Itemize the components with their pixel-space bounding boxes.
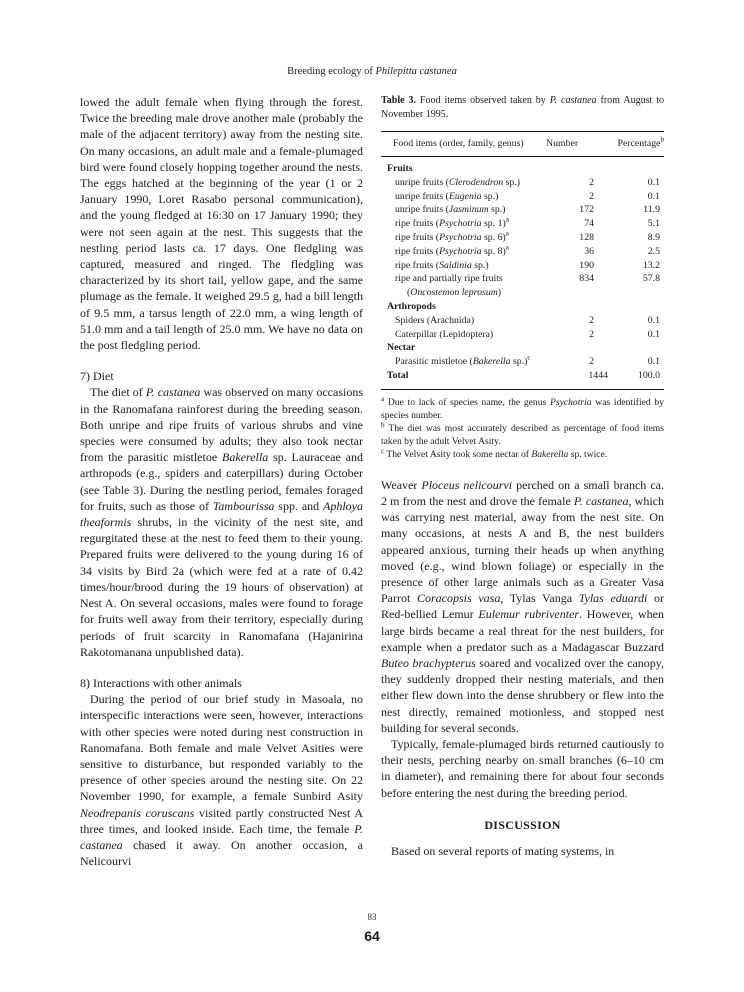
footnote-a: $^a$ Due to lack of species name, the genus Psychotria was identified by species number.	[381, 394, 664, 421]
running-head-prefix: Breeding ecology of	[287, 66, 376, 77]
header-food-items: Food items (order, family, genus)	[381, 132, 546, 157]
discussion-heading: DISCUSSION	[484, 817, 561, 832]
table-row: ripe fruits (Psychotria sp. 6)$^a$ 128 8.9	[395, 229, 660, 243]
returning-paragraph: Typically, female-plumaged birds returned cautiously to their nests, perching nearby on small branches (6–10 cm in diameter), and remaining there for about four seconds before entering the nest during the breeding period.	[381, 737, 664, 800]
table-row: Fruits	[387, 163, 413, 174]
right-column	[381, 94, 664, 859]
table-row: unripe fruits (Jasminum sp.) 172 11.9	[395, 204, 660, 216]
footnote-b: $^b$ The diet was most accurately described as percentage of food items taken by the adult Velvet Asity.	[381, 420, 664, 447]
table-row: Nectar	[387, 342, 416, 354]
running-head-species: Philepitta castanea	[375, 66, 457, 77]
table-row: (Oncostemon leprosum)	[407, 287, 502, 299]
left-column	[80, 94, 363, 869]
page-number: 83	[367, 912, 377, 922]
discussion-paragraph: Based on several reports of mating systems, in	[391, 843, 615, 858]
header-percentage: Percentage$^b$	[608, 132, 664, 157]
table-row: ripe and partially ripe fruits 834 57.8	[395, 273, 660, 285]
food-items-table	[381, 131, 664, 390]
table-caption: Table 3. Food items observed taken by P. castanea from August to November 1995.	[381, 95, 664, 120]
interactions-heading: 8) Interactions with other animals	[80, 675, 242, 690]
table-row: Arthropods	[387, 300, 436, 312]
table-row: Spiders (Arachnida) 2 0.1	[395, 314, 660, 326]
table-footnotes	[381, 396, 664, 461]
table-total-row: Total 1444 100.0	[381, 369, 664, 389]
diet-paragraph: The diet of P. castanea was observed on many occasions in the Ranomafana rainforest during the breeding season. Both unripe and ripe fruits of various shrubs and vine species were consumed by adults; they also took nectar from the parasitic mistletoe Bakerella sp. Lauraceae and arthropods (e.g., spiders and caterpillars) during October (see Table 3). During the nestling period, females foraged for fruits, such as those of Tambourissa spp. and Aphloya theaformis shrubs, in the vicinity of the nest site, and regurgitated these at the nest to feed them to their young. Prepared fruits were delivered to the young during 16 of 34 visits by Bird 2a (which were fed at a rate of 0.42 times/hour/brood during the 19 hours of observation) at Nest A. On several occasions, males were found to forage for fruits well away from their territory, especially during periods of fruit scarcity in Ranomafana (Hajanirina Rakotomanana unpublished data).	[80, 385, 364, 659]
table-row: ripe fruits (Psychotria sp. 1)$^a$ 74 5.1	[395, 215, 660, 230]
table-row: unripe fruits (Eugenia sp.) 2 0.1	[395, 190, 660, 202]
table-row: ripe fruits (Psychotria sp. 8)$^a$ 36 2.5	[395, 243, 660, 257]
table-row: Caterpillar (Lepidoptera) 2 0.1	[395, 328, 660, 340]
fledgling-paragraph: lowed the adult female when flying through the forest. Twice the breeding male drove another male (probably the male of the adjacent territory) away from the nesting site. On many occasions, an adult male and a female-plumaged bird were found closely hopping together around the nests. The eggs hatched at the beginning of the year (1 or 2 January 1990, Loret Rasabo personal communication), and the young fledged at 16:30 on 17 January 1990; they were not seen again at the nest. This suggests that the nestling period lasts ca. 17 days. One fledgling was captured, measured and ringed. The fledgling was characterized by its short tail, yellow gape, and the same plumage as the female. It weighed 29.5 g, had a bill length of 9.5 mm, a tarsus length of 22.0 mm, a wing length of 51.0 mm and a tail length of 25.0 mm. We have no data on the post fledgling period.	[80, 95, 363, 353]
interactions-paragraph: During the period of our brief study in Masoala, no interspecific interactions were seen, however, interactions with other species were noted during nest construction in Ranomafana. Both female and male Velvet Asities were sensitive to disturbance, but responded variably to the presence of other species around the nesting site. On 22 November 1990, for example, a female Sunbird Asity Neodrepanis coruscans visited partly constructed Nest A three times, and looked inside. Each time, the female P. castanea chased it away. On another occasion, a Nelicourvi	[80, 692, 364, 869]
table-row: ripe fruits (Saldinia sp.) 190 13.2	[395, 259, 660, 271]
table-header-row	[381, 132, 664, 157]
table-row: unripe fruits (Clerodendron sp.) 2 0.1	[395, 176, 660, 188]
header-number: Number	[546, 132, 608, 157]
diet-heading: 7) Diet	[80, 369, 114, 384]
scan-number: 64	[364, 928, 380, 944]
weaver-paragraph: Weaver Ploceus nelicourvi perched on a small branch ca. 2 m from the nest and drove the female P. castanea, which was carrying nest material, away from the nest site. On many occasions, at nests A and B, the nest builders appeared anxious, turning their heads up when anything moved (e.g., wind blown foliage) or especially in the presence of other large animals such as a Greater Vasa Parrot Coracopsis vasa, Tylas Vanga Tylas eduardi or Red-bellied Lemur Eulemur rubriventer. However, when large birds became a real threat for the nest builders, for example when a predator such as a Madagascar Buzzard Buteo brachypterus soared and vocalized over the canopy, they suddenly dropped their nesting materials, and then either flew down into the dense shrubbery or flew into the nest directly, remained motionless, and stopped nest building for several seconds.	[381, 477, 665, 735]
table-row: Parasitic mistletoe (Bakerella sp.)$^c$ 2 0.1	[395, 353, 660, 368]
footnote-c: $^c$ The Velvet Asity took some nectar of Bakerella sp. twice.	[381, 446, 608, 460]
running-head	[0, 66, 744, 77]
